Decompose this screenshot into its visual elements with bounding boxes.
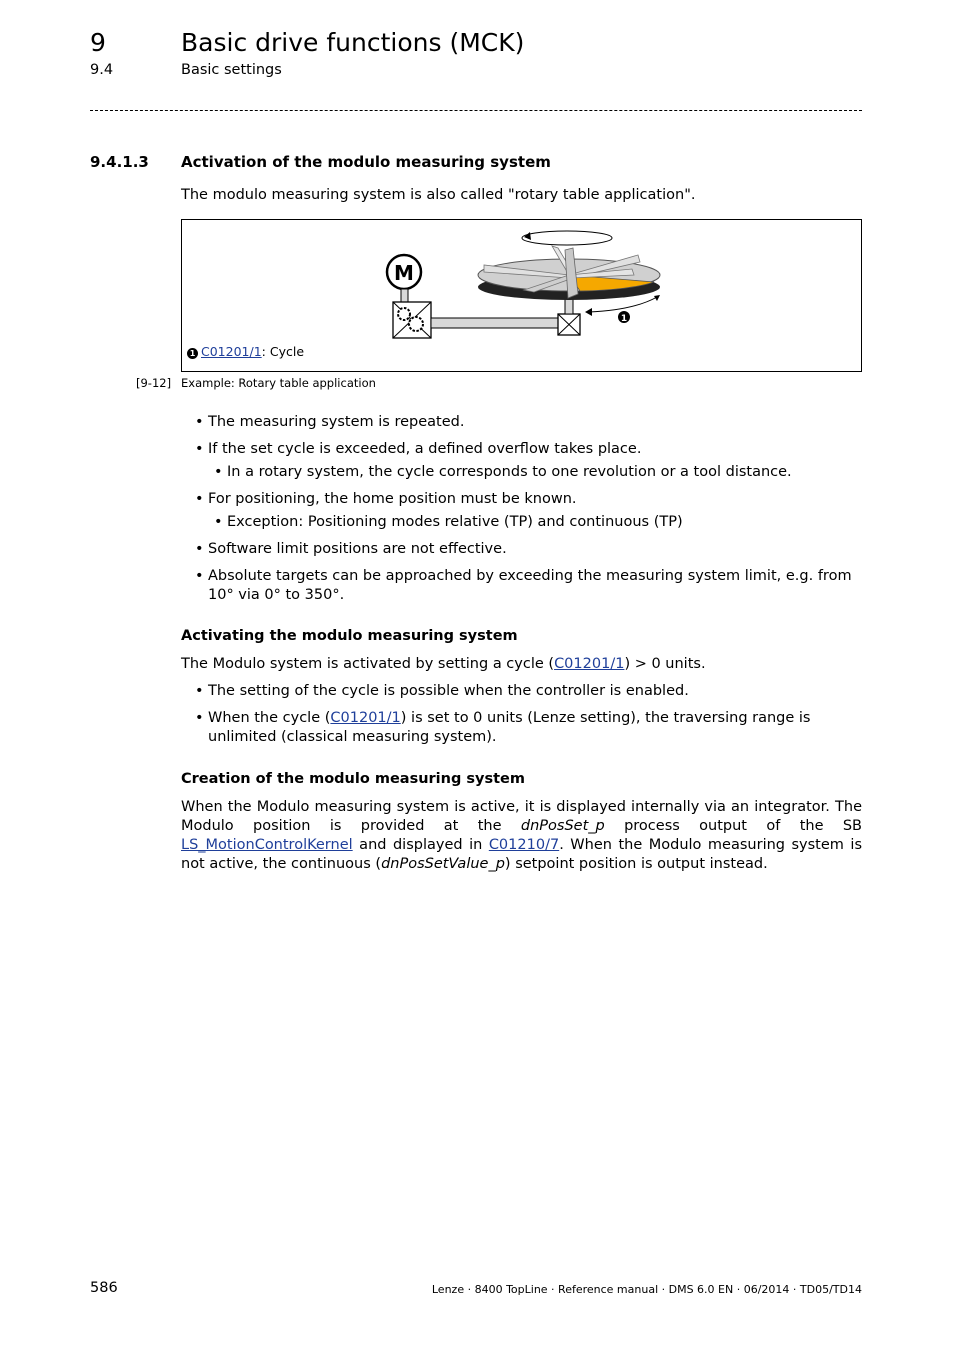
motor-label: M [394,261,414,285]
legend-link[interactable]: C01201/1 [201,344,262,359]
gear-icon [409,317,423,331]
list-item: • Software limit positions are not effective. [193,540,863,559]
heading-activating: Activating the modulo measuring system [181,628,518,644]
intro-text: The modulo measuring system is also called "rotary table application". [181,187,696,203]
rotation-arrow [522,231,612,245]
gear-icon [398,308,410,320]
list-item: • The measuring system is repeated. [193,413,863,432]
cycle-param-link[interactable]: C01201/1 [554,656,625,672]
list-item: • In a rotary system, the cycle corresponds to one revolution or a tool distance. [208,463,863,482]
bullet-list-features [193,413,863,613]
header-divider [90,110,862,111]
list-item: • When the cycle (C01201/1) is set to 0 units (Lenze setting), the traversing range is unlimited (classical measuring system). [193,709,863,747]
activating-text: The Modulo system is activated by setting a cycle (C01201/1) > 0 units. [181,656,706,672]
list-item: • The setting of the cycle is possible when the controller is enabled. [193,682,863,701]
list-item: • If the set cycle is exceeded, a defined overflow takes place. • In a rotary system, the cycle corresponds to one revolution or a tool distance. [193,440,863,482]
section-title: Basic settings [181,62,282,78]
marker-label: 1 [620,314,628,324]
heading-creation: Creation of the modulo measuring system [181,771,525,787]
motion-kernel-link[interactable]: LS_MotionControlKernel [181,837,353,853]
chapter-title: Basic drive functions (MCK) [181,28,525,57]
cycle-param-link[interactable]: C01201/1 [330,710,401,726]
marker-badge: 1 [187,348,198,359]
figure-legend [187,344,304,359]
list-item: • Absolute targets can be approached by exceeding the measuring system limit, e.g. from 10° via 0° to 350°. [193,567,863,605]
subsection-title: Activation of the modulo measuring system [181,153,551,171]
figure-caption: Example: Rotary table application [181,376,376,390]
footer-reference: Lenze · 8400 TopLine · Reference manual · DMS 6.0 EN · 06/2014 · TD05/TD14 [431,1283,862,1296]
section-number: 9.4 [90,62,114,78]
list-item: • For positioning, the home position must be known. • Exception: Positioning modes relative (TP) and continuous (TP) [193,490,863,532]
subsection-number: 9.4.1.3 [90,153,149,171]
setpoint-param-link[interactable]: C01210/7 [488,837,560,853]
creation-text: When the Modulo measuring system is active, it is displayed internally via an integrator. The Modulo position is provided at the dnPosSet_p process output of the SB LS_MotionControlKernel and displayed in C01210/7. When the Modulo measuring system is not active, the continuous (dnPosSetValue_p) setpoint position is output instead. [181,799,863,872]
chapter-number: 9 [90,28,106,57]
legend-text: : Cycle [261,344,305,359]
list-item: • Exception: Positioning modes relative (TP) and continuous (TP) [208,513,863,532]
page-number: 586 [90,1280,118,1296]
figure-number: [9-12] [136,376,172,390]
bullet-list-activating [193,682,863,755]
